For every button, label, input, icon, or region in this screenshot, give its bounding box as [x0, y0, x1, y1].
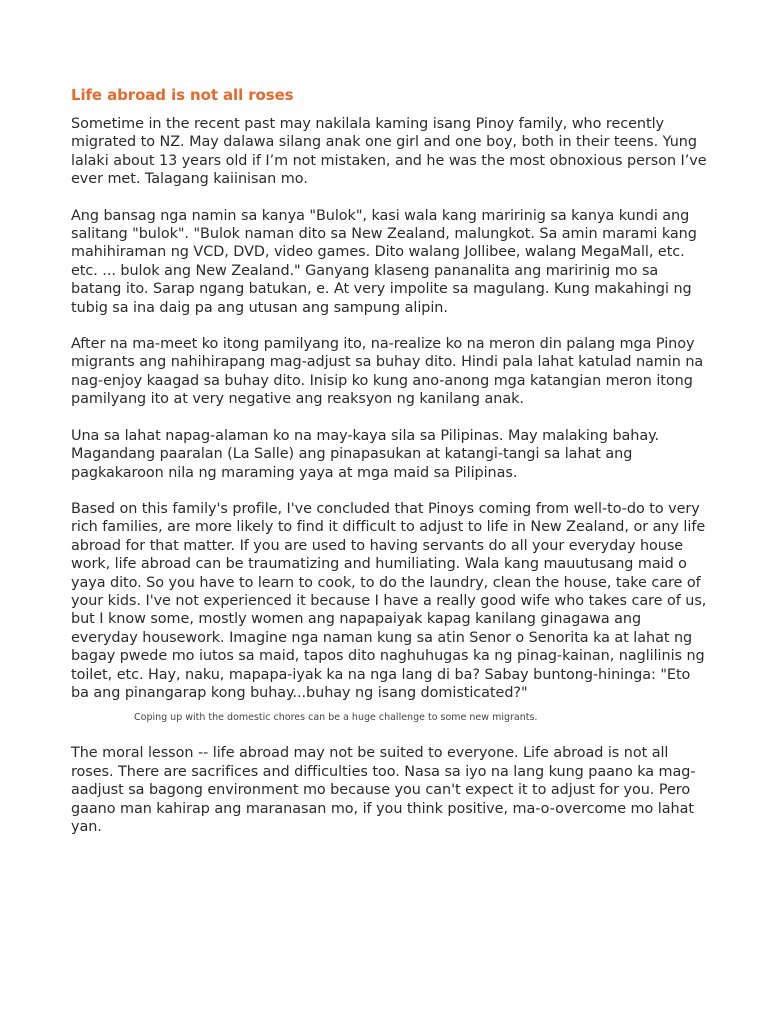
image-caption: Coping up with the domestic chores can be a huge challenge to some new migrants.: [134, 712, 538, 724]
article-paragraph-5: Based on this family's profile, I've concluded that Pinoys coming from well-to-do to very rich families, are more likely to find it difficult to adjust to life in New Zealand, or any life abroad for that matter. If you are used to having servants do all your everyday house work, life abroad can be traumatizing and humiliating. Wala kang mauutusang maid o yaya dito. So you have to learn to cook, to do the laundry, clean the house, take care of your kids. I've not experienced it because I have a really good wife who takes care of us, but I know some, mostly women ang napapaiyak kapag kanilang ginagawa ang everyday housework. Imagine nga naman kung sa atin Senor o Senorita ka at lahat ng bagay pwede mo iutos sa maid, tapos dito naghuhugas ka ng pinag-kainan, naglilinis ng toilet, etc. Hay, naku, mapapa-iyak ka na nga lang di ba? Sabay buntong-hininga: "Eto ba ang pinangarap kong buhay...buhay ng isang domisticated?": [71, 500, 707, 701]
article-paragraph-4: Una sa lahat napag-alaman ko na may-kaya sila sa Pilipinas. May malaking bahay. Magandang paaralan (La Salle) ang pinapasukan at katangi-tangi sa lahat ang pagkakaroon nila ng maraming yaya at mga maid sa Pilipinas.: [71, 427, 660, 481]
article-title: Life abroad is not all roses: [71, 86, 294, 104]
article-conclusion: The moral lesson -- life abroad may not be suited to everyone. Life abroad is not all roses. There are sacrifices and difficulties too. Nasa sa iyo na lang kung paano ka mag-aadjust sa bagong environment mo because you can't expect it to adjust for you. Pero gaano man kahirap ang maranasan mo, if you think positive, ma-o-overcome mo lahat yan.: [71, 745, 696, 835]
document-page: [71, 85, 711, 854]
article-paragraph-3: After na ma-meet ko itong pamilyang ito, na-realize ko na meron din palang mga Pinoy migrants ang nahihirapang mag-adjust sa buhay dito. Hindi pala lahat katulad namin na nag-enjoy kaagad sa buhay dito. Inisip ko kung ano-anong mga katangian meron itong pamilyang ito at very negative ang reaksyon ng kanilang anak.: [71, 336, 704, 408]
article-paragraph-1: Sometime in the recent past may nakilala kaming isang Pinoy family, who recently migrated to NZ. May dalawa silang anak one girl and one boy, both in their teens. Yung lalaki about 13 years old if I’m not mistaken, and he was the most obnoxious person I’ve ever met. Talagang kaiinisan mo.: [71, 116, 707, 188]
article-paragraph-2: Ang bansag nga namin sa kanya "Bulok", kasi wala kang maririnig sa kanya kundi ang salitang "bulok". "Bulok naman dito sa New Zealand, malungkot. Sa amin marami kang mahihiraman ng VCD, DVD, video games. Dito walang Jollibee, walang MegaMall, etc. etc. ... bulok ang New Zealand." Ganyang klaseng pananalita ang maririnig mo sa batang ito. Sarap ngang batukan, e. At very impolite sa magulang. Kung makahingi ng tubig sa ina daig pa ang utusan ang sampung alipin.: [71, 207, 697, 316]
